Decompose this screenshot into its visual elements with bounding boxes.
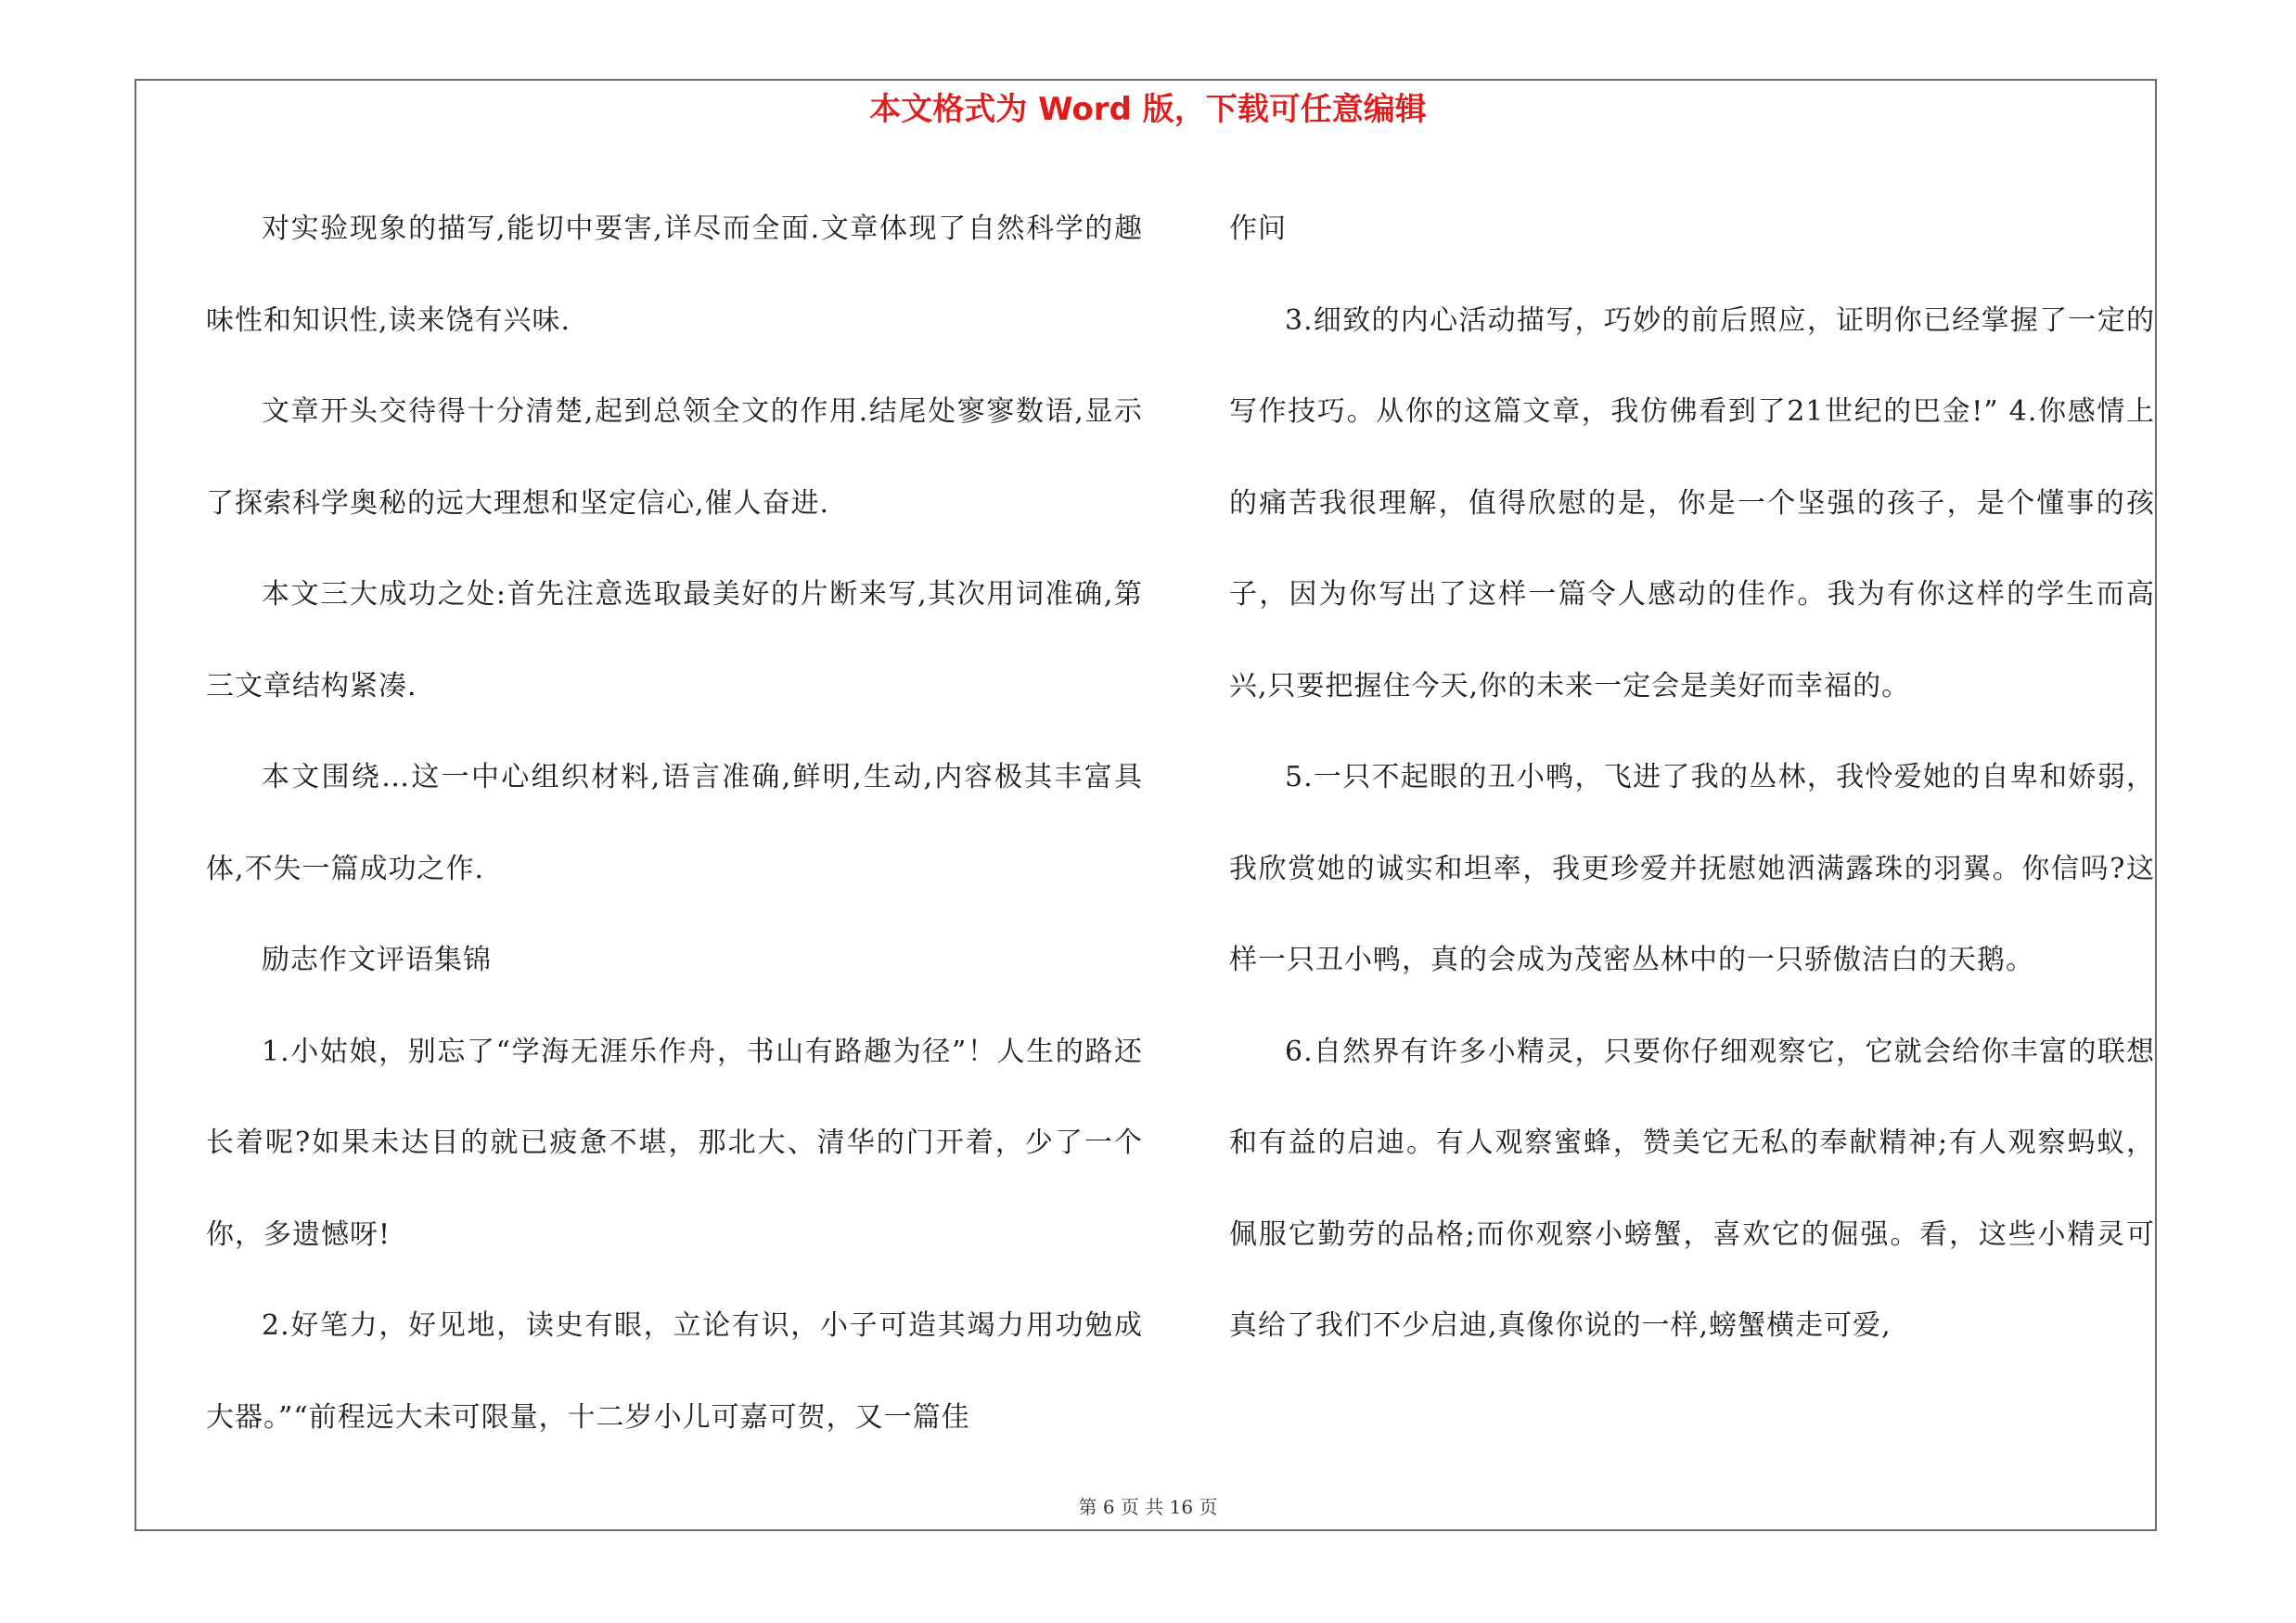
paragraph: 2.好笔力，好见地，读史有眼，立论有识，小子可造其竭力用功勉成大器。”“前程远大未可限量，十二岁小儿可嘉可贺，又一篇佳 bbox=[206, 1309, 1143, 1434]
paragraph: 作问 bbox=[1229, 213, 1287, 245]
left-column bbox=[206, 184, 1143, 1463]
paragraph: 对实验现象的描写,能切中要害,详尽而全面.文章体现了自然科学的趣味性和知识性,读来饶有兴味. bbox=[206, 213, 1143, 337]
paragraph: 5.一只不起眼的丑小鸭，飞进了我的丛林，我怜爱她的自卑和娇弱，我欣赏她的诚实和坦率，我更珍爱并抚慰她洒满露珠的羽翼。你信吗?这样一只丑小鸭，真的会成为茂密丛林中的一只骄傲洁白的天鹅。 bbox=[1229, 761, 2155, 976]
paragraph: 本文三大成功之处:首先注意选取最美好的片断来写,其次用词准确,第三文章结构紧凑. bbox=[206, 578, 1143, 702]
document-banner: 本文格式为 Word 版，下载可任意编辑 bbox=[869, 91, 1427, 128]
paragraph: 1.小姑娘，别忘了“学海无涯乐作舟，书山有路趣为径”！人生的路还长着呢?如果未达目的就已疲惫不堪，那北大、清华的门开着，少了一个你，多遗憾呀! bbox=[206, 1035, 1143, 1251]
paragraph: 3.细致的内心活动描写，巧妙的前后照应，证明你已经掌握了一定的写作技巧。从你的这篇文章，我仿佛看到了21世纪的巴金!” 4.你感情上的痛苦我很理解，值得欣慰的是，你是一个坚强的孩子，是个懂事的孩子，因为你写出了这样一篇令人感动的佳作。我为有你这样的学生而高兴,只要把握住今天,你的未来一定会是美好而幸福的。 bbox=[1229, 303, 2155, 702]
page-number-footer: 第 6 页 共 16 页 bbox=[1078, 1496, 1218, 1518]
right-column bbox=[1229, 184, 2155, 1372]
paragraph: 6.自然界有许多小精灵，只要你仔细观察它，它就会给你丰富的联想和有益的启迪。有人观察蜜蜂，赞美它无私的奉献精神;有人观察蚂蚁，佩服它勤劳的品格;而你观察小螃蟹，喜欢它的倔强。看，这些小精灵可真给了我们不少启迪,真像你说的一样,螃蟹横走可爱, bbox=[1229, 1035, 2155, 1342]
paragraph: 励志作文评语集锦 bbox=[262, 944, 492, 976]
paragraph: 文章开头交待得十分清楚,起到总领全文的作用.结尾处寥寥数语,显示了探索科学奥秘的远大理想和坚定信心,催人奋进. bbox=[206, 395, 1143, 520]
paragraph: 本文围绕…这一中心组织材料,语言准确,鲜明,生动,内容极其丰富具体,不失一篇成功之作. bbox=[206, 761, 1143, 885]
